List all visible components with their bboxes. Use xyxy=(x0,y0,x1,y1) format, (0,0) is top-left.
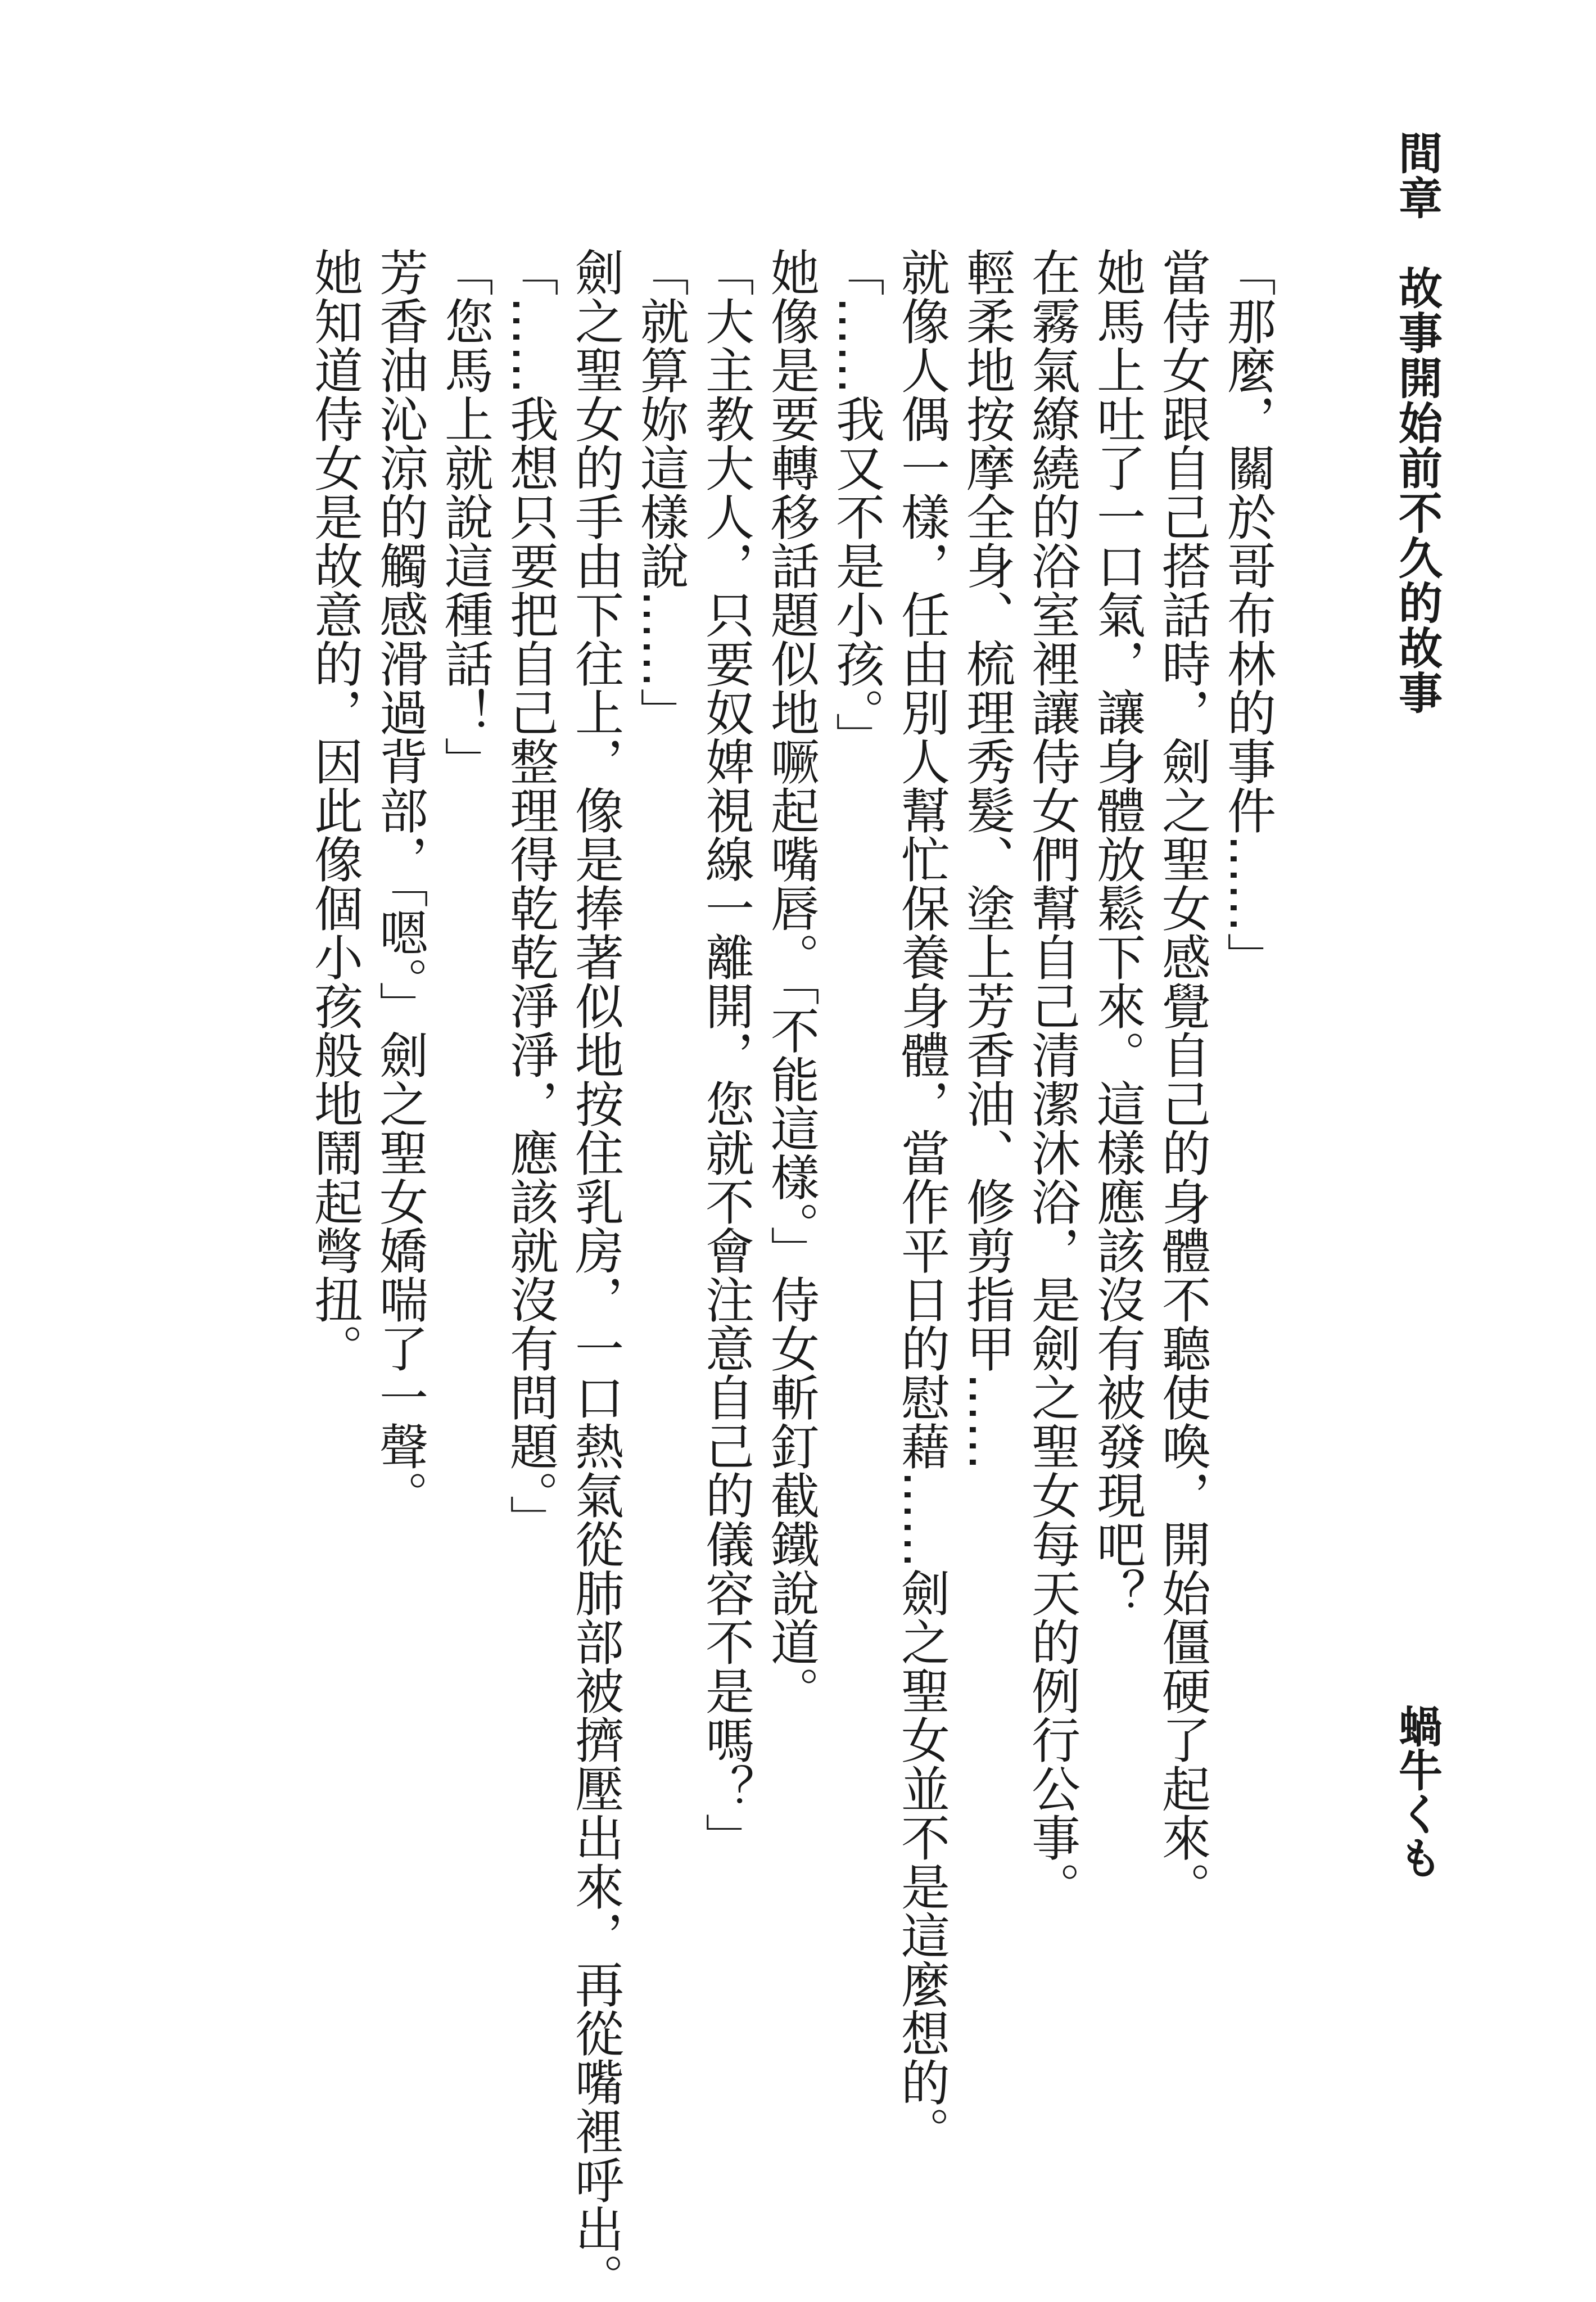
text-line: 「……我想只要把自己整理得乾乾淨淨，應該就沒有問題。」 xyxy=(501,247,559,1544)
text-line: 「……我又不是小孩。」 xyxy=(828,247,885,761)
chapter-title: 間章 故事開始前不久的故事 xyxy=(1391,130,1442,715)
text-line: 「大主教大人，只要奴婢視線一離開，您就不會注意自己的儀容不是嗎？」 xyxy=(697,247,754,1862)
text-line: 她像是要轉移話題似地噘起嘴唇。「不能這樣。」侍女斬釘截鐵說道。 xyxy=(762,247,820,1715)
text-line: 輕柔地按摩全身、梳理秀髮、塗上芳香油、修剪指甲…… xyxy=(958,247,1015,1470)
text-line: 她知道侍女是故意的，因此像個小孩般地鬧起彆扭。 xyxy=(306,247,363,1373)
text-line: 「就算妳這樣說……」 xyxy=(632,247,689,737)
text-line: 就像人偶一樣，任由別人幫忙保養身體，當作平日的慰藉……劍之聖女並不是這麼想的。 xyxy=(893,247,950,2155)
text-line: 「那麼，關於哥布林的事件……」 xyxy=(1219,247,1276,981)
text-line: 在霧氣繚繞的浴室裡讓侍女們幫自己清潔沐浴，是劍之聖女每天的例行公事。 xyxy=(1023,247,1080,1911)
text-line: 「您馬上就說這種話！」 xyxy=(436,247,494,786)
body-text xyxy=(302,247,1280,2302)
text-line: 芳香油沁涼的觸感滑過背部，「嗯。」劍之聖女嬌喘了一聲。 xyxy=(371,247,428,1519)
text-line: 她馬上吐了一口氣，讓身體放鬆下來。這樣應該沒有被發現吧？ xyxy=(1088,247,1146,1617)
author-name: 蝸牛くも xyxy=(1391,1704,1442,1879)
text-line: 當侍女跟自己搭話時，劍之聖女感覺自己的身體不聽使喚，開始僵硬了起來。 xyxy=(1154,247,1211,1911)
text-line: 劍之聖女的手由下往上，像是捧著似地按住乳房，一口熱氣從肺部被擠壓出來，再從嘴裡呼出。 xyxy=(567,247,624,2302)
